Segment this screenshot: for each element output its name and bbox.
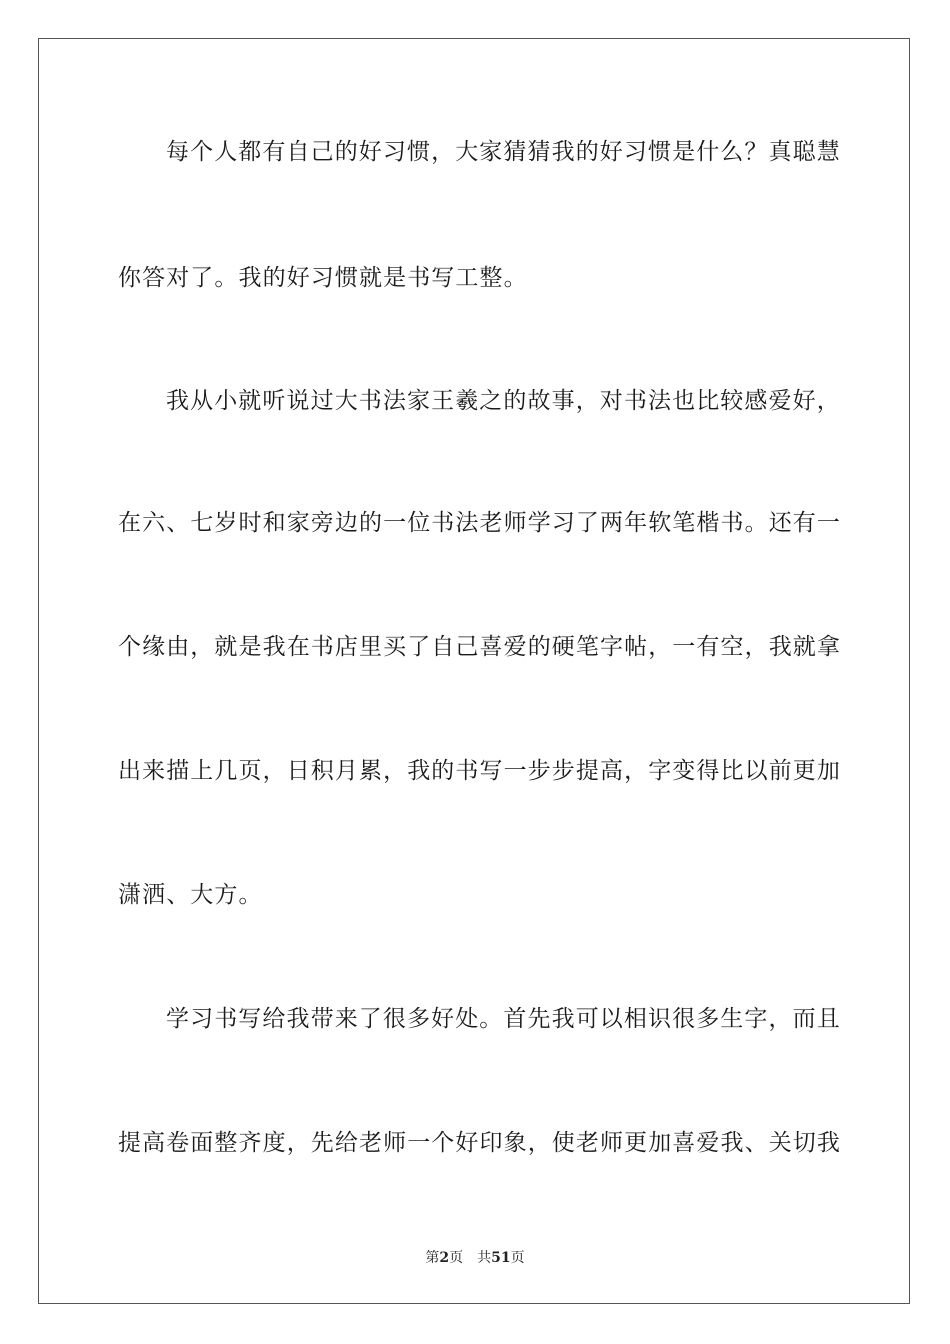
page-suffix: 页 <box>449 1250 464 1266</box>
paragraph-1-line-2: 你答对了。我的好习惯就是书写工整。 <box>118 265 528 291</box>
page-number: 2 <box>439 1250 450 1266</box>
total-suffix: 页 <box>510 1250 525 1266</box>
paragraph-2-line-3: 个缘由，就是我在书店里买了自己喜爱的硬笔字帖，一有空，我就拿 <box>118 634 841 660</box>
paragraph-3-line-2: 提高卷面整齐度，先给老师一个好印象，使老师更加喜爱我、关切我 <box>118 1130 841 1156</box>
paragraph-3-line-1: 学习书写给我带来了很多好处。首先我可以相识很多生字，而且 <box>166 1006 841 1032</box>
total-prefix: 共 <box>477 1250 492 1266</box>
paragraph-2-line-5: 潇洒、大方。 <box>118 882 263 908</box>
paragraph-2-line-2: 在六、七岁时和家旁边的一位书法老师学习了两年软笔楷书。还有一 <box>118 510 841 536</box>
total-pages: 51 <box>491 1250 511 1266</box>
paragraph-1-line-1: 每个人都有自己的好习惯，大家猜猜我的好习惯是什么？真聪慧 <box>166 139 841 165</box>
paragraph-2-line-1: 我从小就听说过大书法家王羲之的故事，对书法也比较感爱好， <box>166 388 841 414</box>
page-frame <box>38 38 910 1304</box>
page-footer <box>0 1247 950 1267</box>
paragraph-2-line-4: 出来描上几页，日积月累，我的书写一步步提高，字变得比以前更加 <box>118 758 841 784</box>
page-prefix: 第 <box>425 1250 440 1266</box>
